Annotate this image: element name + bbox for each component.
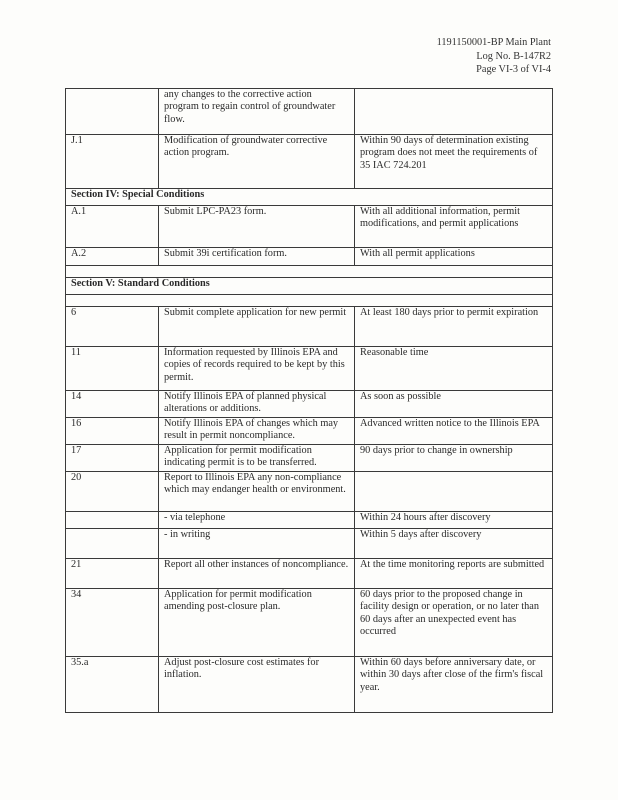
condition-cell	[66, 512, 159, 529]
table-row	[66, 347, 553, 391]
section-row	[66, 189, 553, 206]
due-date-cell: Reasonable time	[355, 347, 553, 391]
requirement-cell: any changes to the corrective action program to regain control of groundwater flow.	[159, 89, 355, 135]
condition-cell: A.2	[66, 248, 159, 266]
due-date-cell: At the time monitoring reports are submitted	[355, 559, 553, 589]
requirement-cell: Submit LPC-PA23 form.	[159, 206, 355, 248]
table-row	[66, 135, 553, 189]
log-number: Log No. B-147R2	[476, 50, 551, 62]
condition-cell: 20	[66, 472, 159, 512]
page-header	[437, 36, 551, 77]
section-heading: Section V: Standard Conditions	[66, 278, 553, 295]
due-date-cell: Within 24 hours after discovery	[355, 512, 553, 529]
page-number: Page VI-3 of VI-4	[476, 64, 551, 75]
requirement-cell: Application for permit modification amending post-closure plan.	[159, 589, 355, 657]
section-row	[66, 278, 553, 295]
requirement-cell: Adjust post-closure cost estimates for inflation.	[159, 657, 355, 713]
condition-cell: 34	[66, 589, 159, 657]
due-date-cell: Within 90 days of determination existing program does not meet the requirements of 35 IAC 724.201	[355, 135, 553, 189]
requirement-cell: - in writing	[159, 529, 355, 559]
table-row	[66, 512, 553, 529]
requirement-cell: Report all other instances of noncompliance.	[159, 559, 355, 589]
condition-cell	[66, 529, 159, 559]
condition-cell: 17	[66, 445, 159, 472]
spacer-row	[66, 295, 553, 307]
table-row	[66, 391, 553, 418]
table-row	[66, 445, 553, 472]
due-date-cell: Advanced written notice to the Illinois EPA	[355, 418, 553, 445]
due-date-cell: Within 5 days after discovery	[355, 529, 553, 559]
table-row	[66, 472, 553, 512]
requirement-cell: Submit 39i certification form.	[159, 248, 355, 266]
due-date-cell	[355, 472, 553, 512]
requirement-cell: - via telephone	[159, 512, 355, 529]
due-date-cell	[355, 89, 553, 135]
requirement-cell: Notify Illinois EPA of changes which may result in permit noncompliance.	[159, 418, 355, 445]
table-row	[66, 589, 553, 657]
condition-cell: 11	[66, 347, 159, 391]
conditions-table	[65, 88, 553, 713]
requirement-cell: Application for permit modification indicating permit is to be transferred.	[159, 445, 355, 472]
table-row	[66, 529, 553, 559]
table-row	[66, 206, 553, 248]
due-date-cell: With all additional information, permit modifications, and permit applications	[355, 206, 553, 248]
condition-cell: A.1	[66, 206, 159, 248]
due-date-cell: Within 60 days before anniversary date, or within 30 days after close of the firm's fiscal year.	[355, 657, 553, 713]
due-date-cell: 90 days prior to change in ownership	[355, 445, 553, 472]
section-heading: Section IV: Special Conditions	[66, 189, 553, 206]
condition-cell: 21	[66, 559, 159, 589]
permit-id: 1191150001-BP Main Plant	[436, 37, 551, 48]
condition-cell: 35.a	[66, 657, 159, 713]
table-row	[66, 307, 553, 347]
table-row	[66, 248, 553, 266]
requirement-cell: Notify Illinois EPA of planned physical alterations or additions.	[159, 391, 355, 418]
table-row	[66, 657, 553, 713]
table-row	[66, 418, 553, 445]
condition-cell: 14	[66, 391, 159, 418]
condition-cell: 16	[66, 418, 159, 445]
condition-cell: J.1	[66, 135, 159, 189]
requirement-cell: Information requested by Illinois EPA and copies of records required to be kept by this permit.	[159, 347, 355, 391]
due-date-cell: With all permit applications	[355, 248, 553, 266]
requirement-cell: Report to Illinois EPA any non-compliance which may endanger health or environment.	[159, 472, 355, 512]
table-row	[66, 559, 553, 589]
due-date-cell: At least 180 days prior to permit expiration	[355, 307, 553, 347]
requirement-cell: Modification of groundwater corrective action program.	[159, 135, 355, 189]
condition-cell	[66, 89, 159, 135]
table-row	[66, 89, 553, 135]
due-date-cell: 60 days prior to the proposed change in facility design or operation, or no later than 60 days after an unexpected event has occurred	[355, 589, 553, 657]
requirement-cell: Submit complete application for new permit	[159, 307, 355, 347]
spacer-row	[66, 266, 553, 278]
condition-cell: 6	[66, 307, 159, 347]
due-date-cell: As soon as possible	[355, 391, 553, 418]
